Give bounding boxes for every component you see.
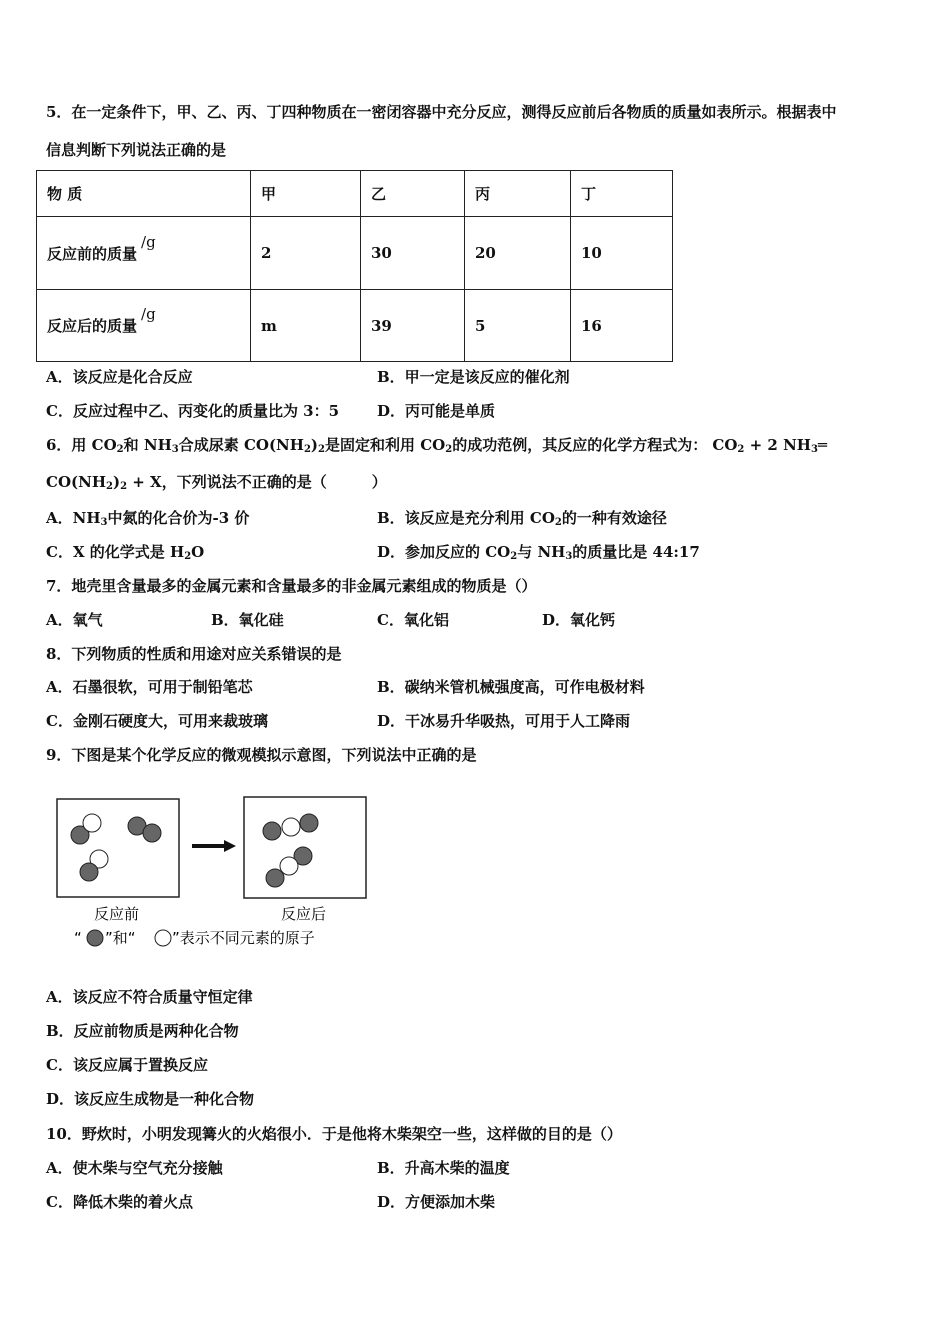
q9-stem: 9．下图是某个化学反应的微观模拟示意图，下列说法中正确的是 — [46, 746, 477, 764]
table-header-cell: 物 质 — [37, 171, 251, 217]
table-cell: 16 — [571, 290, 673, 362]
q7-option-b: B．氧化硅 — [211, 611, 284, 629]
dark-atom — [263, 822, 281, 840]
table-cell: m — [251, 290, 361, 362]
q5-option-c: C．反应过程中乙、丙变化的质量比为 3：5 — [46, 402, 340, 420]
dark-atom — [300, 814, 318, 832]
reaction-diagram — [56, 795, 376, 959]
dark-atom — [80, 863, 98, 881]
dark-atom — [143, 824, 161, 842]
legend-and: ”和“ — [105, 929, 136, 947]
q5-option-d: D．丙可能是单质 — [377, 402, 496, 420]
legend-dark-atom — [87, 930, 103, 946]
q6-option-d: D．参加反应的 $CO_2$与 $NH_3$的质量比是 44:17 — [377, 543, 700, 562]
q10-option-c: C．降低木柴的着火点 — [46, 1193, 193, 1211]
q6-stem-line2: $CO(NH_2)_2 + X$，下列说法不正确的是（ ） — [46, 473, 387, 492]
q10-option-d: D．方便添加木柴 — [377, 1193, 496, 1211]
mass-table — [36, 170, 673, 362]
q8-option-d: D．干冰易升华吸热，可用于人工降雨 — [377, 712, 631, 730]
before-box — [57, 799, 179, 897]
q6-option-a: A．$NH_3$中氮的化合价为-3 价 — [46, 509, 250, 528]
q9-option-c: C．该反应属于置换反应 — [46, 1056, 208, 1074]
unit-label: /g — [141, 232, 156, 251]
light-atom — [282, 818, 300, 836]
table-row-label — [37, 217, 251, 290]
q6-option-b: B．该反应是充分利用 $CO_2$的一种有效途径 — [377, 509, 667, 528]
unit-label: /g — [141, 305, 156, 323]
legend-light-atom — [155, 930, 171, 946]
q8-option-a: A．石墨很软，可用于制铅笔芯 — [46, 678, 253, 696]
q10-option-a: A．使木柴与空气充分接触 — [46, 1159, 223, 1177]
q8-option-b: B．碳纳米管机械强度高，可作电极材料 — [377, 678, 645, 696]
q5-stem-line1: 5．在一定条件下，甲、乙、丙、丁四种物质在一密闭容器中充分反应，测得反应前后各物质的质量如表所示。根据表中 — [46, 103, 837, 121]
table-cell: 5 — [465, 290, 571, 362]
legend-desc: ”表示不同元素的原子 — [172, 929, 315, 947]
table-cell: 39 — [361, 290, 465, 362]
arrow-head — [224, 840, 236, 852]
light-atom — [83, 814, 101, 832]
q7-option-c: C．氧化铝 — [377, 611, 449, 629]
table-cell: 10 — [571, 217, 673, 290]
q10-stem: 10．野炊时，小明发现篝火的火焰很小．于是他将木柴架空一些，这样做的目的是（） — [46, 1125, 622, 1143]
q9-option-a: A．该反应不符合质量守恒定律 — [46, 988, 253, 1006]
legend-quote-open: “ — [74, 929, 82, 947]
q5-stem-line2: 信息判断下列说法正确的是 — [46, 141, 227, 159]
q7-option-d: D．氧化钙 — [542, 611, 616, 629]
before-label: 反应前 — [94, 905, 140, 923]
table-header-cell: 甲 — [251, 171, 361, 217]
q6-stem-line1: 6．用 $CO_2$和 $NH_3$合成尿素 $CO(NH_2)_2$是固定和利用 $CO_2$的成功范例，其反应的化学方程式为： $CO_2 + 2$ $NH_3═$ — [46, 436, 827, 455]
table-row-label — [37, 290, 251, 362]
table-header-cell: 丙 — [465, 171, 571, 217]
table-cell: 30 — [361, 217, 465, 290]
q6-option-c: C．X 的化学式是 $H_2O$ — [46, 543, 205, 562]
reaction-diagram-svg — [56, 795, 376, 955]
q8-stem: 8．下列物质的性质和用途对应关系错误的是 — [46, 645, 342, 663]
table-cell: 20 — [465, 217, 571, 290]
table-header-cell: 乙 — [361, 171, 465, 217]
table-header-cell: 丁 — [571, 171, 673, 217]
q8-option-c: C．金刚石硬度大，可用来裁玻璃 — [46, 712, 268, 730]
table-row — [37, 290, 673, 362]
table-cell: 2 — [251, 217, 361, 290]
dark-atom — [266, 869, 284, 887]
q7-option-a: A．氧气 — [46, 611, 103, 629]
table-row — [37, 217, 673, 290]
q5-option-a: A．该反应是化合反应 — [46, 368, 193, 386]
q5-option-b: B．甲一定是该反应的催化剂 — [377, 368, 570, 386]
light-atom — [280, 857, 298, 875]
table-header-row — [37, 171, 673, 217]
q9-option-d: D．该反应生成物是一种化合物 — [46, 1090, 255, 1108]
row-label-text: 反应前的质量 — [47, 244, 138, 263]
q9-option-b: B．反应前物质是两种化合物 — [46, 1022, 239, 1040]
q7-stem: 7．地壳里含量最多的金属元素和含量最多的非金属元素组成的物质是（） — [46, 577, 537, 595]
after-label: 反应后 — [281, 905, 327, 923]
row-label-text: 反应后的质量 — [47, 317, 138, 335]
q10-option-b: B．升高木柴的温度 — [377, 1159, 510, 1177]
